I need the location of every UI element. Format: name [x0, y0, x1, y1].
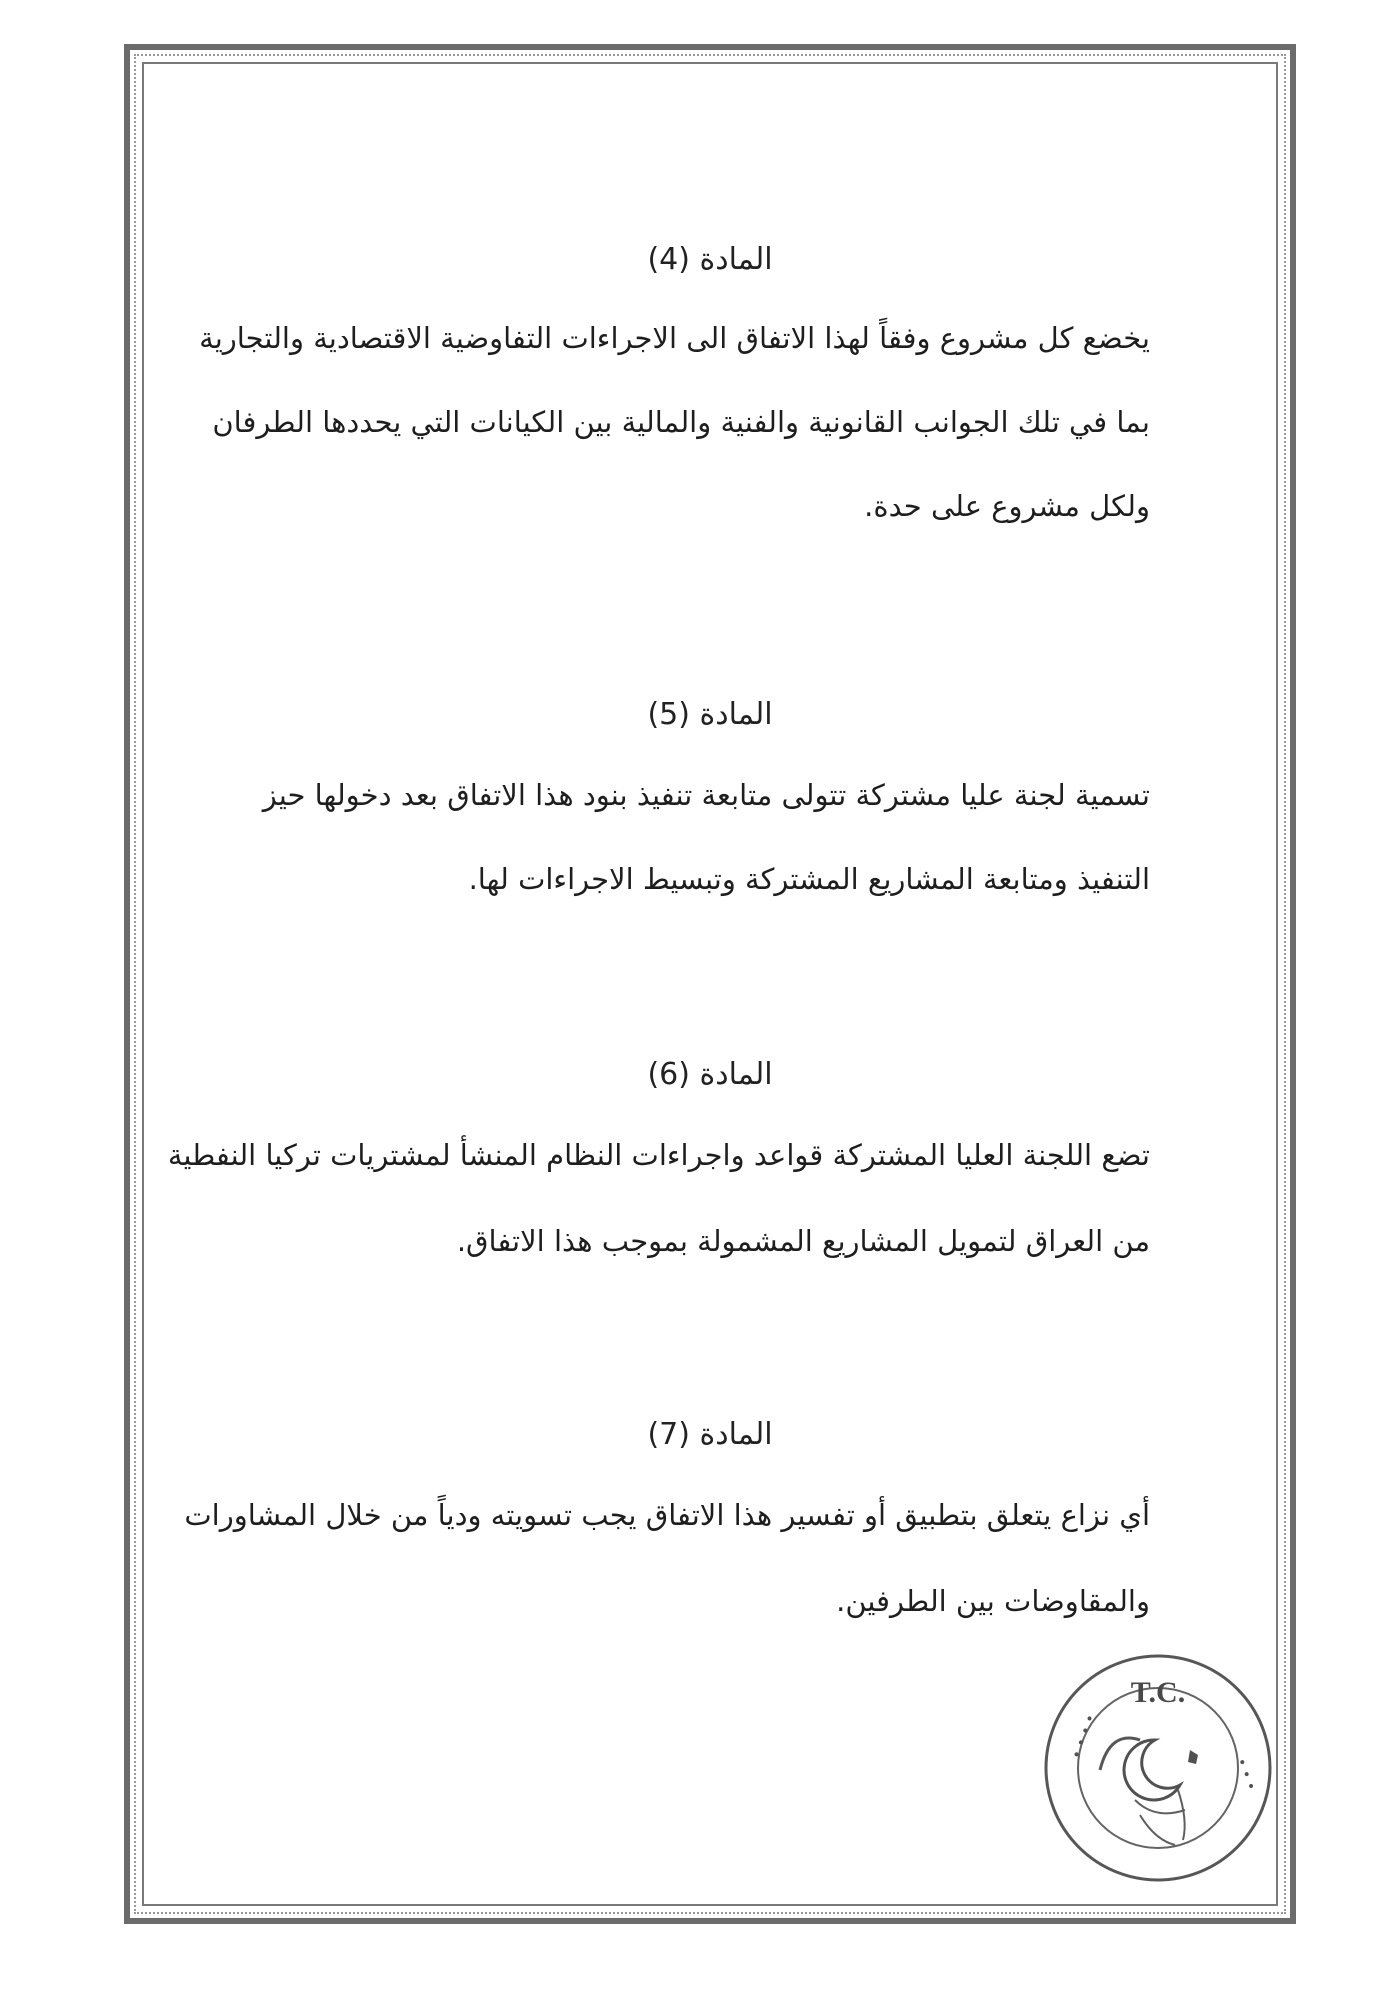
article-title: المادة (6) — [647, 1057, 773, 1092]
stamp-text: T.C. — [1130, 1676, 1186, 1709]
article-text-line: يخضع كل مشروع وفقاً لهذا الاتفاق الى الاجراءات التفاوضية الاقتصادية والتجارية — [199, 321, 1150, 355]
article-text-line: بما في تلك الجوانب القانونية والفنية والمالية بين الكيانات التي يحددها الطرفان — [212, 405, 1150, 439]
article-7 — [184, 1415, 1150, 1621]
article-6 — [167, 1055, 1150, 1261]
article-title: المادة (7) — [647, 1417, 773, 1452]
article-4 — [199, 240, 1150, 526]
article-text-line: والمقاوضات بين الطرفين. — [836, 1584, 1150, 1618]
article-text-line: تضع اللجنة العليا المشتركة قواعد واجراءات النظام المنشأ لمشتريات تركيا النفطية — [167, 1138, 1150, 1172]
article-text-line: التنفيذ ومتابعة المشاريع المشتركة وتبسيط الاجراءات لها. — [468, 862, 1150, 896]
article-5 — [262, 695, 1150, 899]
official-seal-stamp — [1040, 1650, 1276, 1886]
article-text-line: أي نزاع يتعلق بتطبيق أو تفسير هذا الاتفاق يجب تسويته ودياً من خلال المشاورات — [184, 1498, 1150, 1532]
article-text-line: تسمية لجنة عليا مشتركة تتولى متابعة تنفيذ بنود هذا الاتفاق بعد دخولها حيز — [262, 778, 1150, 812]
article-title: المادة (4) — [647, 242, 773, 277]
article-text-line: من العراق لتمويل المشاريع المشمولة بموجب هذا الاتفاق. — [456, 1224, 1150, 1258]
article-title: المادة (5) — [647, 697, 773, 732]
svg-text:• • •: • • • — [1232, 1755, 1259, 1794]
article-text-line: ولكل مشروع على حدة. — [864, 489, 1150, 523]
svg-text:• • • •: • • • • — [1068, 1712, 1100, 1762]
